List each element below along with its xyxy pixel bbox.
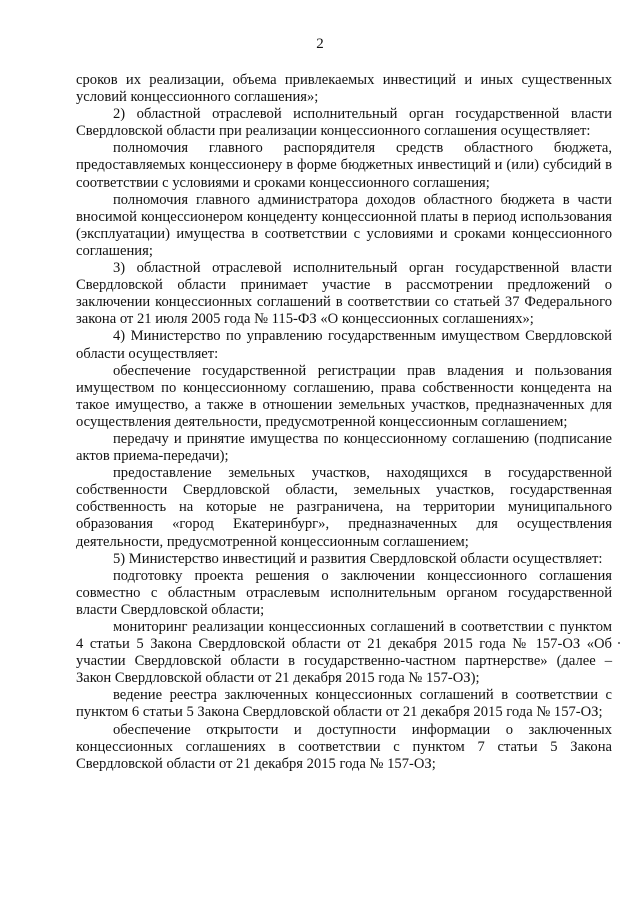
- paragraph-item-4-sub-3: предоставление земельных участков, находящихся в государственной собственности Свердловской области, земельных участков, государственная собственность на которые не разграничена, на территории муниципального образования «город Екатеринбург», предназначенных для осуществления деятельности, предусмотренной концессионным соглашением;: [76, 465, 612, 550]
- document-body: [76, 72, 612, 773]
- paragraph-item-5-sub-1: подготовку проекта решения о заключении концессионного соглашения совместно с областным отраслевым исполнительным органом государственной власти Свердловской области;: [76, 567, 612, 618]
- paragraph-item-5-sub-3: ведение реестра заключенных концессионных соглашений в соответствии с пунктом 6 статьи 5 Закона Свердловской области от 21 декабря 2015 года № 157-ОЗ;: [76, 687, 612, 721]
- paragraph-item-5: 5) Министерство инвестиций и развития Свердловской области осуществляет:: [113, 550, 603, 567]
- paragraph-item-5-sub-2: мониторинг реализации концессионных соглашений в соответствии с пунктом 4 статьи 5 Закона Свердловской области от 21 декабря 2015 года № 157-ОЗ «Об участии Свердловской области в государственно-частном партнерстве» (далее – Закон Свердловской области от 21 декабря 2015 года № 157-ОЗ);: [76, 619, 612, 687]
- paragraph-item-4-sub-1: обеспечение государственной регистрации прав владения и пользования имуществом по концессионному соглашению, права собственности концедента на такое имущество, а также в отношении земельных участков, предназначенных для осуществления деятельности, предусмотренной концессионным соглашением;: [76, 362, 612, 430]
- page-number: 2: [316, 36, 324, 52]
- paragraph-item-2: 2) областной отраслевой исполнительный орган государственной власти Свердловской области при реализации концессионного соглашения осуществляет:: [76, 106, 612, 140]
- paragraph-item-4-sub-2: передачу и принятие имущества по концессионному соглашению (подписание актов приема-передачи);: [76, 430, 612, 465]
- paragraph-item-2-sub-1: полномочия главного распорядителя средств областного бюджета, предоставляемых концессионеру в форме бюджетных инвестиций и (или) субсидий в соответствии с условиями и сроками концессионного соглашения;: [76, 140, 612, 191]
- paragraph-item-5-sub-4: обеспечение открытости и доступности информации о заключенных концессионных соглашениях в соответствии с пунктом 7 статьи 5 Закона Свердловской области от 21 декабря 2015 года № 157-ОЗ;: [76, 721, 612, 772]
- paragraph-item-3: 3) областной отраслевой исполнительный орган государственной власти Свердловской области принимает участие в рассмотрении предложений о заключении концессионных соглашений в соответствии со статьей 37 Федерального закона от 21 июля 2005 года № 115-ФЗ «О концессионных соглашениях»;: [76, 260, 612, 328]
- paragraph-item-2-sub-2: полномочия главного администратора доходов областного бюджета в части вносимой концессионером концеденту концессионной платы в период использования (эксплуатации) имущества в соответствии с условиями и сроками концессионного соглашения;: [76, 191, 612, 259]
- paragraph-continuation: сроков их реализации, объема привлекаемых инвестиций и иных существенных условий концессионного соглашения»;: [76, 72, 612, 106]
- scan-speck: [618, 642, 620, 644]
- paragraph-item-4: 4) Министерство по управлению государственным имуществом Свердловской области осуществляет:: [76, 328, 612, 362]
